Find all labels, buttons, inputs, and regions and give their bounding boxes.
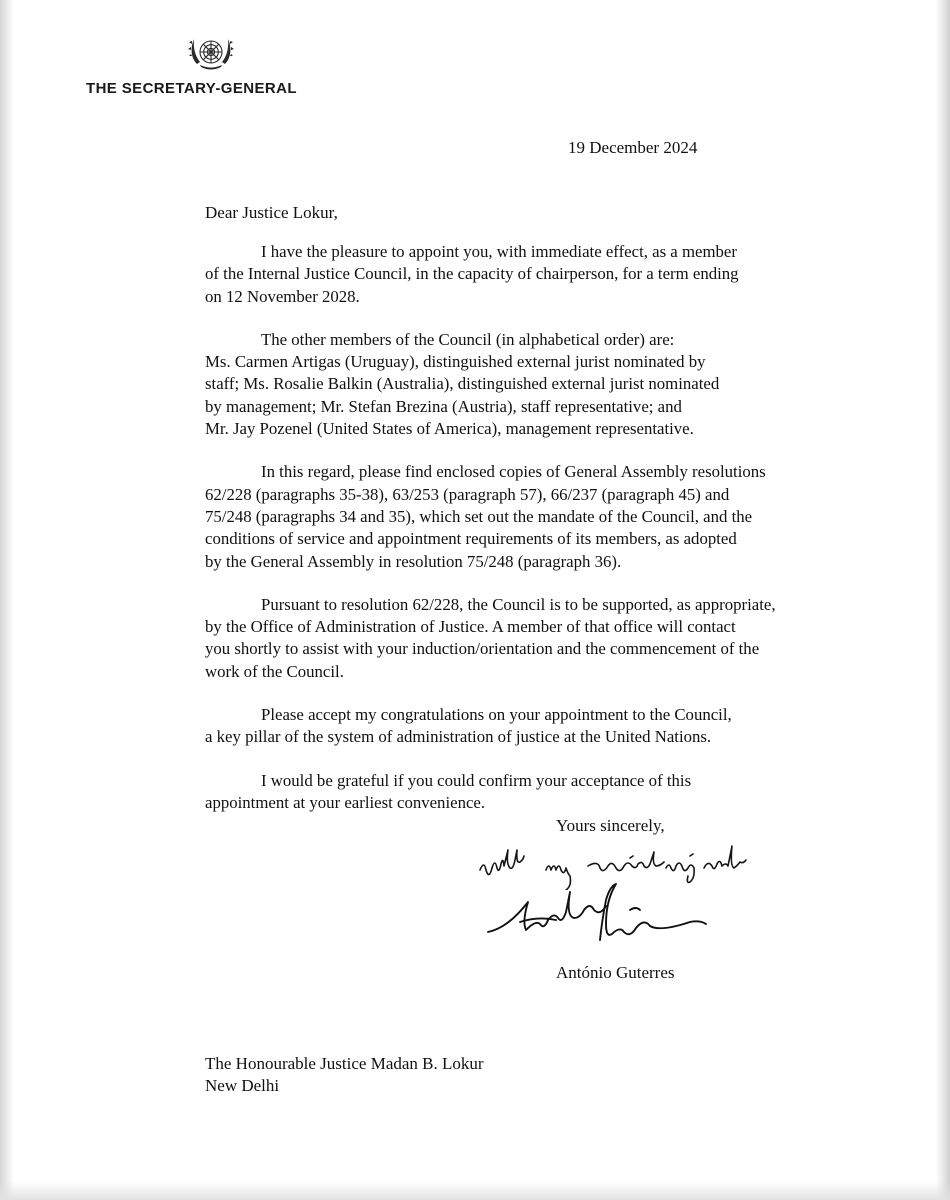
body-line: The other members of the Council (in alphabetical order) are: <box>261 329 675 349</box>
page-right-shadow <box>936 0 950 1200</box>
salutation: Dear Justice Lokur, <box>205 203 338 222</box>
body-line: I have the pleasure to appoint you, with immediate effect, as a member <box>261 242 737 261</box>
addressee-block <box>205 1053 484 1097</box>
body-line: 75/248 (paragraphs 34 and 35), which set out the mandate of the Council, and the <box>205 506 753 526</box>
body-line: In this regard, please find enclosed copies of General Assembly resolutions <box>261 462 766 482</box>
body-paragraph <box>205 770 820 815</box>
body-line: by the General Assembly in resolution 75/248 (paragraph 36). <box>205 551 622 571</box>
body-paragraph <box>205 241 820 308</box>
body-line: work of the Council. <box>205 661 344 681</box>
addressee-city: New Delhi <box>205 1076 280 1095</box>
body-paragraph <box>205 461 820 572</box>
body-line: you shortly to assist with your induction/orientation and the commencement of the <box>205 639 760 659</box>
page-bottom-shadow <box>0 1182 950 1200</box>
body-line: staff; Ms. Rosalie Balkin (Australia), distinguished external jurist nominated <box>205 374 720 394</box>
body-line: by management; Mr. Stefan Brezina (Austria), staff representative; and <box>205 396 682 416</box>
letter-date: 19 December 2024 <box>568 138 698 157</box>
un-emblem-icon <box>184 30 238 80</box>
addressee-name: The Honourable Justice Madan B. Lokur <box>205 1054 484 1073</box>
body-line: Pursuant to resolution 62/228, the Council is to be supported, as appropriate, <box>261 594 776 614</box>
body-paragraph <box>205 594 820 683</box>
letterhead-title: THE SECRETARY-GENERAL <box>86 80 297 97</box>
body-line: of the Internal Justice Council, in the capacity of chairperson, for a term ending <box>205 264 739 284</box>
body-paragraph <box>205 704 820 749</box>
body-line: I would be grateful if you could confirm your acceptance of this <box>261 770 692 790</box>
page-left-shadow <box>0 0 14 1200</box>
body-line: 62/228 (paragraphs 35-38), 63/253 (paragraph 57), 66/237 (paragraph 45) and <box>205 484 730 504</box>
body-line: Ms. Carmen Artigas (Uruguay), distinguished external jurist nominated by <box>205 352 706 372</box>
body-line: a key pillar of the system of administration of justice at the United Nations. <box>205 727 712 747</box>
body-line: Please accept my congratulations on your appointment to the Council, <box>261 705 732 725</box>
letter-body <box>205 241 820 835</box>
body-line: by the Office of Administration of Justice. A member of that office will contact <box>205 617 736 637</box>
body-paragraph <box>205 329 820 440</box>
body-line: Mr. Jay Pozenel (United States of America), management representative. <box>205 419 694 439</box>
body-line: conditions of service and appointment requirements of its members, as adopted <box>205 529 737 549</box>
signer-name: António Guterres <box>556 963 675 982</box>
closing-phrase: Yours sincerely, <box>556 816 665 835</box>
signature-graphic <box>480 880 730 950</box>
body-line: appointment at your earliest convenience. <box>205 792 486 812</box>
body-line: on 12 November 2028. <box>205 286 360 306</box>
